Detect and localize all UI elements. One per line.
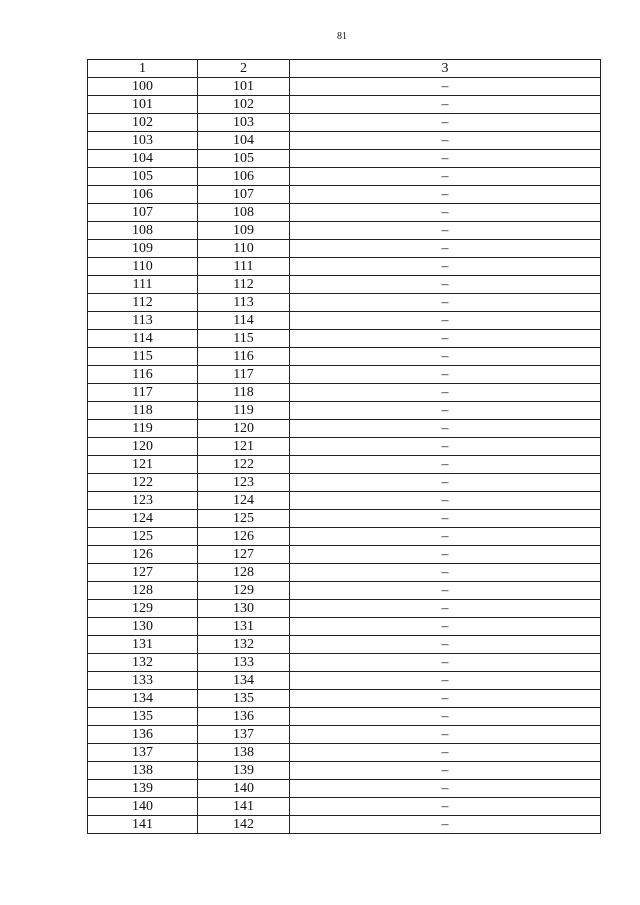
table-cell-col3: – — [290, 510, 601, 528]
table-cell-col1: 133 — [88, 672, 198, 690]
table-cell-col2: 132 — [198, 636, 290, 654]
table-row — [88, 456, 601, 474]
table-cell-col3: – — [290, 114, 601, 132]
table-row — [88, 582, 601, 600]
table-cell-col3: – — [290, 690, 601, 708]
table-cell-col1: 140 — [88, 798, 198, 816]
table-cell-col2: 137 — [198, 726, 290, 744]
table-cell-col1: 117 — [88, 384, 198, 402]
table-cell-col1: 118 — [88, 402, 198, 420]
table-cell-col2: 107 — [198, 186, 290, 204]
table-cell-col3: – — [290, 348, 601, 366]
column-header-1: 1 — [88, 60, 198, 78]
table-cell-col2: 105 — [198, 150, 290, 168]
table-cell-col1: 106 — [88, 186, 198, 204]
table-cell-col2: 115 — [198, 330, 290, 348]
table-cell-col1: 111 — [88, 276, 198, 294]
column-header-3: 3 — [290, 60, 601, 78]
table-row — [88, 690, 601, 708]
table-cell-col1: 120 — [88, 438, 198, 456]
table-cell-col3: – — [290, 816, 601, 834]
table-cell-col1: 132 — [88, 654, 198, 672]
table-cell-col2: 125 — [198, 510, 290, 528]
table-cell-col1: 115 — [88, 348, 198, 366]
table-cell-col3: – — [290, 294, 601, 312]
table-row — [88, 258, 601, 276]
table-cell-col3: – — [290, 222, 601, 240]
table-cell-col3: – — [290, 654, 601, 672]
table-row — [88, 780, 601, 798]
table-row — [88, 222, 601, 240]
table-cell-col2: 116 — [198, 348, 290, 366]
table-cell-col1: 131 — [88, 636, 198, 654]
table-row — [88, 420, 601, 438]
table-cell-col2: 123 — [198, 474, 290, 492]
table-cell-col2: 113 — [198, 294, 290, 312]
table-cell-col2: 138 — [198, 744, 290, 762]
table-row — [88, 276, 601, 294]
table-row — [88, 600, 601, 618]
table-cell-col2: 131 — [198, 618, 290, 636]
table-row — [88, 762, 601, 780]
table-cell-col3: – — [290, 564, 601, 582]
table-cell-col3: – — [290, 78, 601, 96]
table-cell-col3: – — [290, 528, 601, 546]
table-cell-col2: 118 — [198, 384, 290, 402]
table-row — [88, 114, 601, 132]
table-cell-col3: – — [290, 546, 601, 564]
table-cell-col1: 135 — [88, 708, 198, 726]
table-cell-col1: 107 — [88, 204, 198, 222]
table-cell-col1: 123 — [88, 492, 198, 510]
table-row — [88, 78, 601, 96]
table-cell-col1: 128 — [88, 582, 198, 600]
table-cell-col1: 103 — [88, 132, 198, 150]
table-cell-col3: – — [290, 438, 601, 456]
table-cell-col2: 136 — [198, 708, 290, 726]
table-cell-col1: 101 — [88, 96, 198, 114]
table-cell-col3: – — [290, 204, 601, 222]
table-row — [88, 294, 601, 312]
table-cell-col1: 110 — [88, 258, 198, 276]
table-cell-col3: – — [290, 186, 601, 204]
table-cell-col3: – — [290, 798, 601, 816]
table-cell-col2: 135 — [198, 690, 290, 708]
table-cell-col1: 134 — [88, 690, 198, 708]
table-cell-col3: – — [290, 276, 601, 294]
table-row — [88, 636, 601, 654]
page-number: 81 — [337, 31, 347, 42]
table-cell-col2: 119 — [198, 402, 290, 420]
table-cell-col1: 137 — [88, 744, 198, 762]
table-row — [88, 510, 601, 528]
table-row — [88, 204, 601, 222]
table-cell-col1: 138 — [88, 762, 198, 780]
table-row — [88, 330, 601, 348]
table-cell-col2: 126 — [198, 528, 290, 546]
table-cell-col3: – — [290, 366, 601, 384]
table-row — [88, 474, 601, 492]
table-cell-col3: – — [290, 474, 601, 492]
table-row — [88, 798, 601, 816]
table-cell-col3: – — [290, 582, 601, 600]
table-row — [88, 654, 601, 672]
table-row — [88, 186, 601, 204]
table-row — [88, 564, 601, 582]
table-cell-col1: 125 — [88, 528, 198, 546]
table-row — [88, 312, 601, 330]
table-cell-col3: – — [290, 150, 601, 168]
table-cell-col3: – — [290, 726, 601, 744]
table-row — [88, 672, 601, 690]
table-cell-col1: 130 — [88, 618, 198, 636]
table-cell-col1: 114 — [88, 330, 198, 348]
table-cell-col3: – — [290, 708, 601, 726]
table-cell-col2: 141 — [198, 798, 290, 816]
table-cell-col2: 102 — [198, 96, 290, 114]
table-row — [88, 492, 601, 510]
table-cell-col3: – — [290, 402, 601, 420]
table-cell-col2: 117 — [198, 366, 290, 384]
table-cell-col2: 140 — [198, 780, 290, 798]
table-cell-col3: – — [290, 636, 601, 654]
table-cell-col3: – — [290, 780, 601, 798]
table-cell-col2: 112 — [198, 276, 290, 294]
table-cell-col1: 112 — [88, 294, 198, 312]
column-header-2: 2 — [198, 60, 290, 78]
data-table — [87, 59, 601, 834]
table-cell-col1: 113 — [88, 312, 198, 330]
table-row — [88, 240, 601, 258]
table-row — [88, 618, 601, 636]
table-cell-col3: – — [290, 312, 601, 330]
table-row — [88, 528, 601, 546]
table-cell-col3: – — [290, 96, 601, 114]
table-cell-col1: 124 — [88, 510, 198, 528]
table-cell-col1: 108 — [88, 222, 198, 240]
table-cell-col2: 101 — [198, 78, 290, 96]
table-row — [88, 744, 601, 762]
table-cell-col1: 121 — [88, 456, 198, 474]
table-header — [88, 60, 601, 78]
table-cell-col3: – — [290, 168, 601, 186]
table-cell-col3: – — [290, 744, 601, 762]
table-cell-col2: 114 — [198, 312, 290, 330]
table-cell-col3: – — [290, 618, 601, 636]
table-cell-col1: 136 — [88, 726, 198, 744]
table-cell-col2: 103 — [198, 114, 290, 132]
table-cell-col3: – — [290, 330, 601, 348]
header-row — [88, 60, 601, 78]
table-row — [88, 438, 601, 456]
table-cell-col2: 139 — [198, 762, 290, 780]
table-row — [88, 546, 601, 564]
table-cell-col3: – — [290, 762, 601, 780]
table-row — [88, 150, 601, 168]
table-cell-col2: 120 — [198, 420, 290, 438]
table-cell-col3: – — [290, 492, 601, 510]
table-row — [88, 168, 601, 186]
table-cell-col2: 104 — [198, 132, 290, 150]
table-row — [88, 816, 601, 834]
table-cell-col1: 105 — [88, 168, 198, 186]
table-cell-col1: 126 — [88, 546, 198, 564]
table-cell-col3: – — [290, 132, 601, 150]
table-cell-col3: – — [290, 258, 601, 276]
table-row — [88, 366, 601, 384]
table-cell-col2: 130 — [198, 600, 290, 618]
table-cell-col1: 116 — [88, 366, 198, 384]
table-cell-col2: 128 — [198, 564, 290, 582]
table-cell-col2: 122 — [198, 456, 290, 474]
table-cell-col1: 127 — [88, 564, 198, 582]
table-cell-col3: – — [290, 384, 601, 402]
table-row — [88, 402, 601, 420]
table-row — [88, 708, 601, 726]
table-cell-col2: 134 — [198, 672, 290, 690]
table-cell-col2: 108 — [198, 204, 290, 222]
table-cell-col2: 129 — [198, 582, 290, 600]
table-row — [88, 384, 601, 402]
table-cell-col1: 122 — [88, 474, 198, 492]
table-cell-col1: 100 — [88, 78, 198, 96]
table-cell-col3: – — [290, 600, 601, 618]
table-cell-col1: 139 — [88, 780, 198, 798]
table-cell-col3: – — [290, 672, 601, 690]
table-cell-col2: 142 — [198, 816, 290, 834]
table-cell-col3: – — [290, 456, 601, 474]
table-cell-col1: 141 — [88, 816, 198, 834]
table-cell-col2: 111 — [198, 258, 290, 276]
table-body — [88, 78, 601, 834]
table-cell-col1: 119 — [88, 420, 198, 438]
table-row — [88, 726, 601, 744]
table-cell-col3: – — [290, 240, 601, 258]
table-cell-col2: 121 — [198, 438, 290, 456]
table-cell-col2: 109 — [198, 222, 290, 240]
table-cell-col2: 133 — [198, 654, 290, 672]
table-cell-col2: 127 — [198, 546, 290, 564]
table-row — [88, 348, 601, 366]
table-cell-col1: 102 — [88, 114, 198, 132]
table-cell-col3: – — [290, 420, 601, 438]
table-cell-col2: 106 — [198, 168, 290, 186]
table-cell-col2: 110 — [198, 240, 290, 258]
table-cell-col1: 129 — [88, 600, 198, 618]
table-cell-col1: 109 — [88, 240, 198, 258]
table-cell-col2: 124 — [198, 492, 290, 510]
table-row — [88, 132, 601, 150]
table-row — [88, 96, 601, 114]
table-cell-col1: 104 — [88, 150, 198, 168]
